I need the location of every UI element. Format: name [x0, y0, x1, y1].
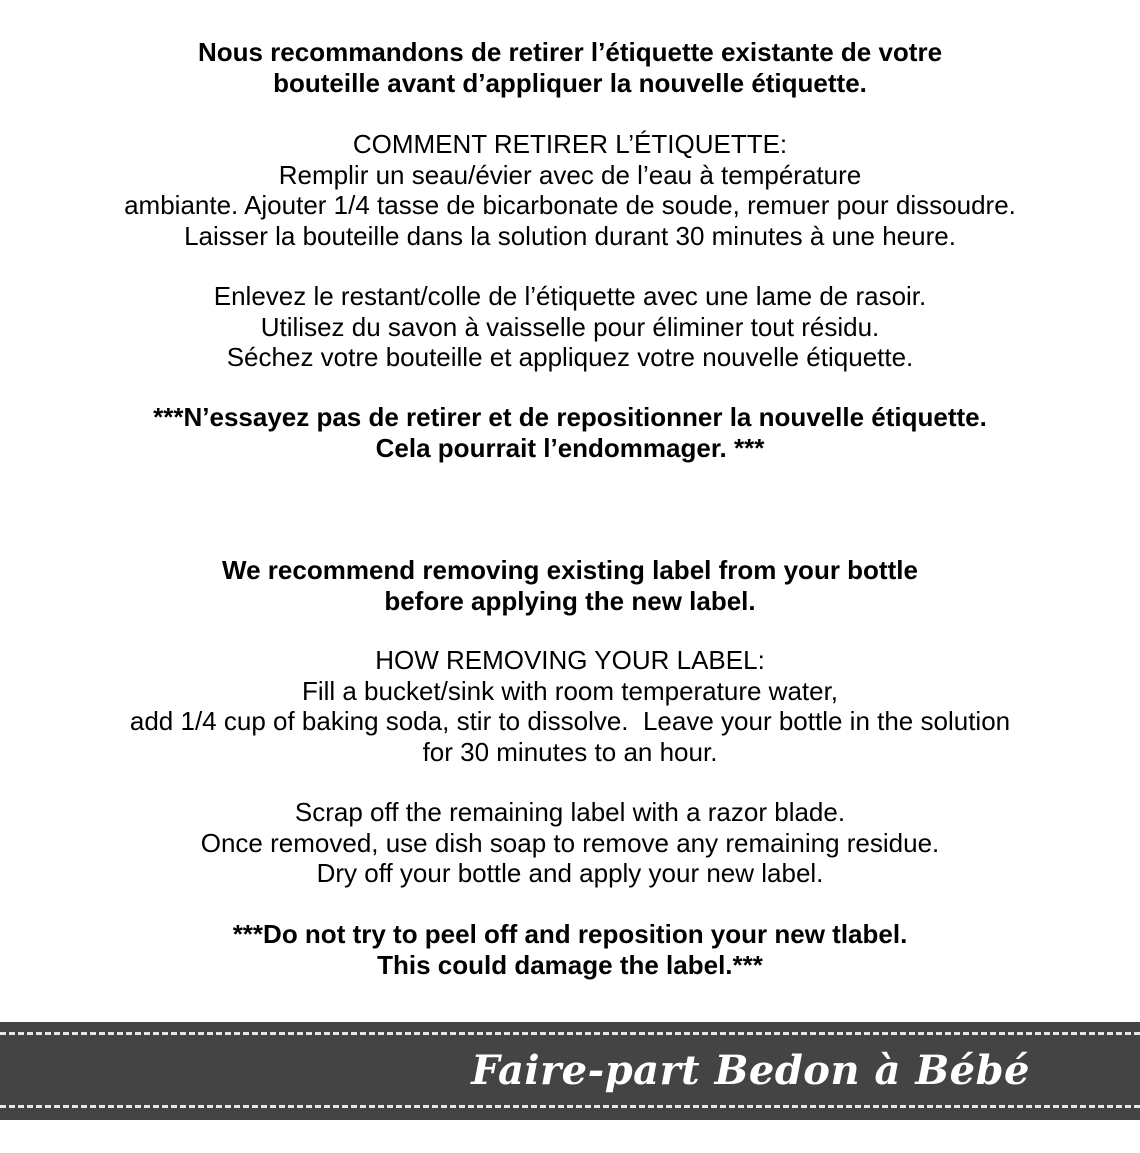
french-step-line-1: Remplir un seau/évier avec de l’eau à température: [278, 159, 862, 190]
footer-banner: [0, 1022, 1140, 1120]
french-step-line-3: Laisser la bouteille dans la solution durant 30 minutes à une heure.: [184, 220, 956, 251]
english-warning-line-2: This could damage the label.***: [377, 949, 763, 980]
english-step-line-2: add 1/4 cup of baking soda, stir to dissolve. Leave your bottle in the solution: [129, 706, 1011, 736]
english-step-line-3: for 30 minutes to an hour.: [422, 736, 718, 767]
french-step-line-2: ambiante. Ajouter 1/4 tasse de bicarbonate de soude, remuer pour dissoudre.: [124, 190, 1016, 220]
english-instructions: [0, 645, 1140, 767]
english-finish-line-2: Once removed, use dish soap to remove any remaining residue.: [200, 827, 940, 858]
banner-bottom-stitch: [0, 1105, 1140, 1108]
french-warning: [0, 402, 1140, 463]
french-intro-line-1: Nous recommandons de retirer l’étiquette existante de votre: [197, 37, 943, 67]
french-warning-line-2: Cela pourrait l’endommager. ***: [375, 432, 765, 463]
french-intro: [0, 37, 1140, 98]
brand-logo-text: Faire-part Bedon à Bébé: [471, 1047, 1030, 1094]
english-finish-line-1: Scrap off the remaining label with a razor blade.: [294, 797, 846, 827]
english-finish: [0, 797, 1140, 889]
french-finish-line-1: Enlevez le restant/colle de l’étiquette avec une lame de rasoir.: [213, 281, 927, 311]
english-intro-line-1: We recommend removing existing label from your bottle: [222, 555, 918, 585]
french-heading: COMMENT RETIRER L’ÉTIQUETTE:: [352, 129, 788, 159]
english-heading: HOW REMOVING YOUR LABEL:: [375, 645, 765, 675]
english-intro: [0, 555, 1140, 616]
french-finish-line-2: Utilisez du savon à vaisselle pour éliminer tout résidu.: [260, 311, 880, 342]
french-finish-line-3: Séchez votre bouteille et appliquez votre nouvelle étiquette.: [226, 342, 914, 372]
french-intro-line-2: bouteille avant d’appliquer la nouvelle étiquette.: [273, 67, 867, 98]
english-warning: [0, 919, 1140, 980]
french-instructions: [0, 129, 1140, 251]
banner-top-stitch: [0, 1032, 1140, 1035]
english-step-line-1: Fill a bucket/sink with room temperature water,: [301, 675, 839, 706]
french-finish: [0, 281, 1140, 373]
english-intro-line-2: before applying the new label.: [384, 585, 756, 616]
english-finish-line-3: Dry off your bottle and apply your new label.: [316, 858, 824, 888]
english-warning-line-1: ***Do not try to peel off and reposition your new tlabel.: [232, 919, 908, 949]
french-warning-line-1: ***N’essayez pas de retirer et de repositionner la nouvelle étiquette.: [153, 402, 987, 432]
